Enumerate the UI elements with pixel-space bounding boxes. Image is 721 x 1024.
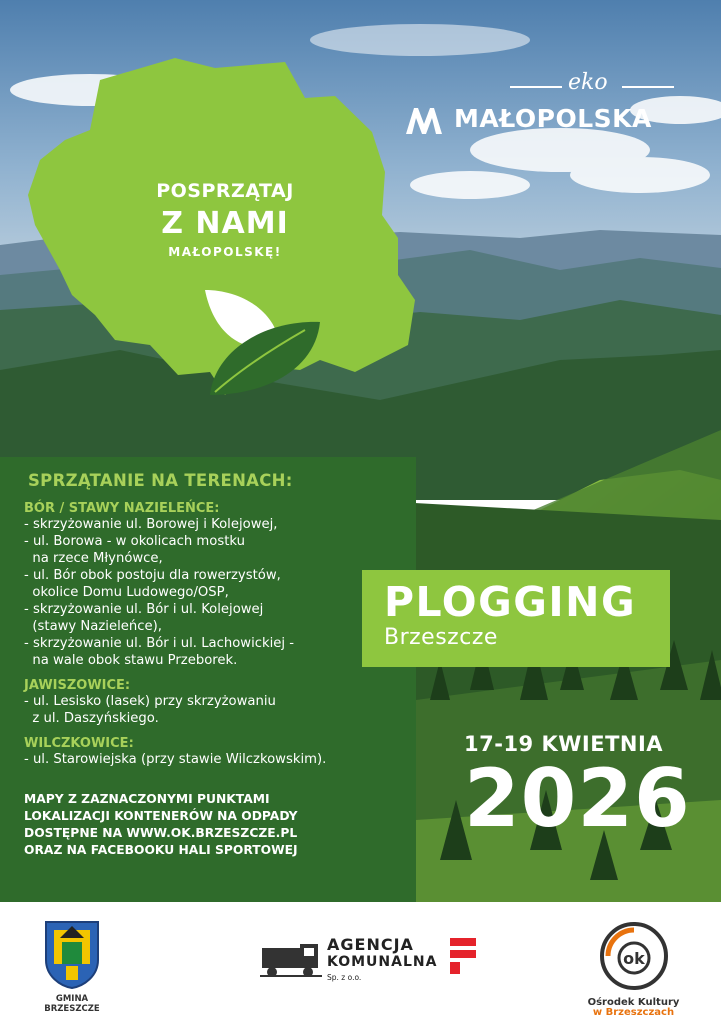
cleanup-info-panel [0,457,416,902]
gmina-coat-of-arms-icon [44,920,100,990]
area-item: - skrzyżowanie ul. Borowej i Kolejowej, [24,517,278,532]
maps-note-line: ORAZ NA FACEBOOKU HALI SPORTOWEJ [24,843,298,857]
area-name: WILCZKOWICE: [24,736,134,751]
agencja-line2: KOMUNALNA [327,954,438,970]
campaign-line1: POSPRZĄTAJ [156,180,294,202]
footer-logos [0,902,721,1024]
area-item: na wale obok stawu Przeborek. [24,653,238,668]
ok-line2: w Brzeszczach [592,1007,675,1018]
campaign-line3: MAŁOPOLSKĘ! [168,245,282,259]
eko-word: eko [568,70,608,95]
maps-note-line: DOSTĘPNE NA WWW.OK.BRZESZCZE.PL [24,826,298,840]
event-subtitle: Brzeszcze [384,625,498,650]
area-item: okolice Domu Ludowego/OSP, [24,585,229,600]
logo-line-left [510,86,562,88]
area-item: - skrzyżowanie ul. Bór i ul. Kolejowej [24,602,264,617]
area-item: na rzece Młynówce, [24,551,163,566]
malopolska-m-icon [404,104,444,136]
brand-name: MAŁOPOLSKA [454,104,652,133]
area-wilczkowice [24,736,400,768]
street-sweeper-icon [258,940,324,980]
ok-line1: Ośrodek Kultury [587,997,680,1008]
area-item: z ul. Daszyńskiego. [24,711,159,726]
cleanup-title: SPRZĄTANIE NA TERENACH: [28,471,293,490]
area-name: BÓR / STAWY NAZIELEŃCE: [24,501,220,516]
area-item: - ul. Borowa - w okolicach mostku [24,534,245,549]
agencja-line3: Sp. z o.o. [327,973,362,982]
gmina-line1: GMINA [55,994,89,1004]
area-name: JAWISZOWICE: [24,678,131,693]
agencja-line1: AGENCJA [327,935,414,954]
campaign-line2: Z NAMI [161,206,289,241]
agencja-f-logo-icon [450,938,476,974]
area-item: - ul. Bór obok postoju dla rowerzystów, [24,568,281,583]
gmina-label [38,994,106,1014]
area-item: - skrzyżowanie ul. Bór i ul. Lachowickiej - [24,636,295,651]
ok-name [576,998,691,1018]
eko-malopolska-logo [400,70,690,140]
campaign-title [130,180,320,259]
ok-logo-text: ok [623,949,645,968]
maps-note-line: MAPY Z ZAZNACZONYMI PUNKTAMI [24,792,270,806]
logo-line-right [622,86,674,88]
ok-logo-icon [598,920,670,992]
area-item: (stawy Nazieleńce), [24,619,162,634]
area-jawiszowice [24,678,400,727]
area-item: - ul. Starowiejska (przy stawie Wilczkowskim). [24,752,327,767]
event-title: PLOGGING [384,578,637,626]
event-year: 2026 [464,752,691,845]
event-dates: 17-19 KWIETNIA [464,732,664,756]
gmina-line2: BRZESZCZE [44,1004,100,1014]
maps-note-line: LOKALIZACJI KONTENERÓW NA ODPADY [24,809,298,823]
plogging-banner [362,570,670,667]
maps-note [24,791,400,859]
area-bor [24,501,400,669]
area-item: - ul. Lesisko (lasek) przy skrzyżowaniu [24,694,276,709]
